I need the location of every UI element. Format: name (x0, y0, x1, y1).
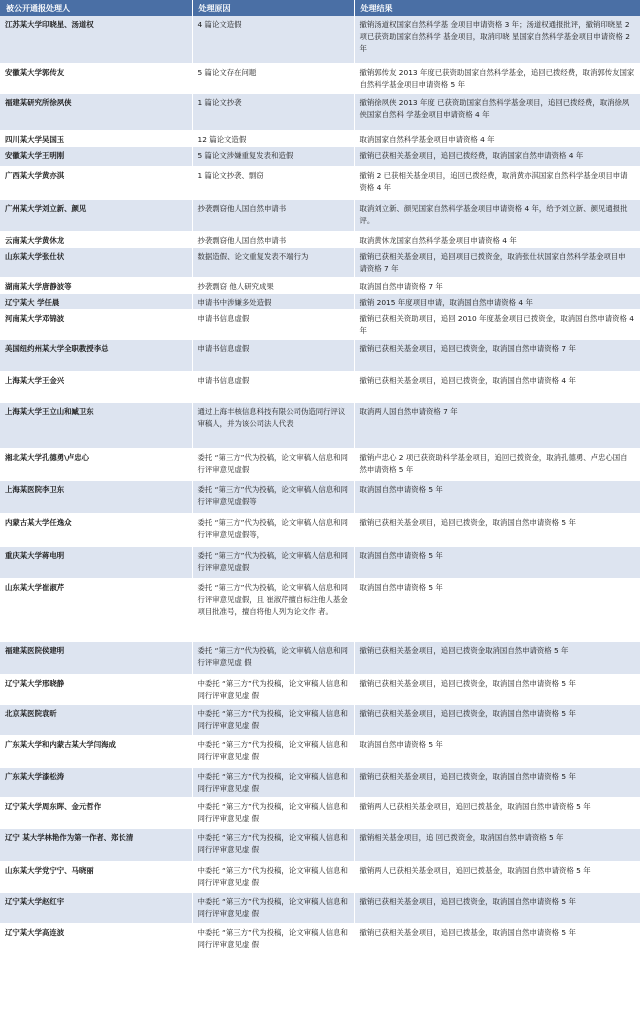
cell-reason: 委托 “第三方”代为投稿，论文审稿人信息和同行评审意见虚假 (192, 448, 354, 480)
cell-result: 撤销已获相关基金项目，追回已拨资金，取消国自然申请资格 5 年 (354, 513, 640, 546)
cell-reason: 12 篇论文造假 (192, 130, 354, 146)
cell-result: 撤销两人已获相关基金项目，追回已拨基金，取消国自然申请资格 5 年 (354, 797, 640, 828)
table-row (0, 674, 640, 704)
cell-reason: 中委托 “第三方”代为投稿，论文审稿人信息和同行评审意见虚 假 (192, 767, 354, 797)
table-row (0, 641, 640, 674)
cell-person: 福建某医院侯建明 (0, 641, 192, 674)
cell-result: 取消黄休龙国家自然科学基金项目申请资格 4 年 (354, 231, 640, 247)
cell-person: 北京某医院袁昕 (0, 704, 192, 735)
cell-person: 辽宁某大学赵红宇 (0, 892, 192, 923)
cell-reason: 1 篇论文抄袭 (192, 93, 354, 130)
table-body (0, 16, 640, 956)
cell-person: 辽宁某大学邢晓静 (0, 674, 192, 704)
cell-result: 撤销徐夙侠 2013 年度 已获资助国家自然科学基金项目，追回已拨经费，取消徐夙侠国家自然科 学基金项目申请资格 4 年 (354, 93, 640, 130)
cell-reason: 抄袭剽窃 他人研究成果 (192, 277, 354, 293)
cell-reason: 数据造假、论文重复发表不端行为 (192, 247, 354, 277)
cell-result: 取消国自然申请资格 5 年 (354, 546, 640, 578)
table-row (0, 199, 640, 231)
cell-reason: 中委托 “第三方”代为投稿，论文审稿人信息和同行评审意见虚 假 (192, 923, 354, 956)
cell-person: 湘北某大学孔德勇\卢忠心 (0, 448, 192, 480)
table-row (0, 797, 640, 828)
cell-reason: 中委托 “第三方”代为投稿，论文审稿人信息和同行评审意见虚 假 (192, 892, 354, 923)
cell-reason: 通过上海丰核信息科技有限公司伪造同行评议审稿人，并为该公司法人代表 (192, 402, 354, 448)
cell-person: 广西某大学黄亦淇 (0, 166, 192, 199)
table-row (0, 231, 640, 247)
table-row (0, 166, 640, 199)
cell-person: 山东某大学崔淑芹 (0, 578, 192, 641)
header-reason: 处理原因 (192, 0, 354, 16)
cell-person: 上海某医院李卫东 (0, 480, 192, 513)
cell-result: 撤销已获相关基金项目，追回已拨资金，取消国自然申请资格 4 年 (354, 371, 640, 402)
table-row (0, 130, 640, 146)
cell-person: 安徽某大学郭传友 (0, 63, 192, 93)
cell-reason: 中委托 “第三方”代为投稿，论文审稿人信息和同行评审意见虚 假 (192, 797, 354, 828)
cell-reason: 中委托 “第三方”代为投稿，论文审稿人信息和同行评审意见虚 假 (192, 704, 354, 735)
header-result: 处理结果 (354, 0, 640, 16)
cell-person: 福建某研究所徐夙侠 (0, 93, 192, 130)
table-row (0, 448, 640, 480)
cell-result: 撤销已获相关基金项目，追回已拨资金取消国自然申请资格 5 年 (354, 641, 640, 674)
cell-person: 辽宁 某大学林艳作为第一作者、郑长清 (0, 828, 192, 861)
cell-reason: 委托 “第三方”代为投稿，论文审稿人信息和同行评审意见虚假等， (192, 513, 354, 546)
cell-person: 上海某大学王金兴 (0, 371, 192, 402)
table-row (0, 93, 640, 130)
cell-person: 湖南某大学唐静波等 (0, 277, 192, 293)
cell-reason: 5 篇论文存在问题 (192, 63, 354, 93)
cell-reason: 申请书中涉嫌多处造假 (192, 293, 354, 309)
cell-result: 撤销已获相关资助项目，追回 2010 年度基金项目已拨资金，取消国自然申请资格 4 年 (354, 309, 640, 339)
cell-result: 取消两人国自然申请资格 7 年 (354, 402, 640, 448)
table-row (0, 16, 640, 63)
table-row (0, 513, 640, 546)
table-row (0, 146, 640, 166)
cell-result: 撤销已获相关基金项目，追回已拨资金，取消国自然申请资格 5 年 (354, 892, 640, 923)
table-row (0, 546, 640, 578)
table-row (0, 247, 640, 277)
cell-person: 广东某大学和内蒙古某大学闫海成 (0, 735, 192, 767)
cell-reason: 委托 “第三方”代为投稿，论文审稿人信息和同行评审意见虚假，且 崔淑芹擅自标注他人基金项目批准号，擅自将他人列为论文作 者。 (192, 578, 354, 641)
cell-result: 撤销相关基金项目，追 回已拨资金，取消国自然申请资格 5 年 (354, 828, 640, 861)
cell-person: 安徽某大学王明刚 (0, 146, 192, 166)
cell-reason: 4 篇论文造假 (192, 16, 354, 63)
cell-result: 撤销 2 已获相关基金项目，追回已拨经费，取消黄亦淇国家自然科学基金项目申请资格 4 年 (354, 166, 640, 199)
cell-person: 内蒙古某大学任逸众 (0, 513, 192, 546)
table-row (0, 767, 640, 797)
table-row (0, 63, 640, 93)
cell-person: 河南某大学邓锦波 (0, 309, 192, 339)
table-row (0, 735, 640, 767)
cell-person: 广东某大学漆松涛 (0, 767, 192, 797)
cell-person: 美国纽约州某大学全职教授李总 (0, 339, 192, 371)
cell-result: 取消国自然申请资格 5 年 (354, 480, 640, 513)
table-row (0, 704, 640, 735)
cell-reason: 1 篇论文抄袭、剽窃 (192, 166, 354, 199)
cell-reason: 抄袭剽窃他人国自然申请书 (192, 231, 354, 247)
cell-person: 辽宁某大学高连波 (0, 923, 192, 956)
cell-result: 撤销已获相关基金项目，追回已拨资金，取消国自然申请资格 5 年 (354, 704, 640, 735)
cell-reason: 申请书信息虚假 (192, 339, 354, 371)
table-row (0, 861, 640, 892)
cell-reason: 中委托 “第三方”代为投稿，论文审稿人信息和同行评审意见虚 假 (192, 861, 354, 892)
table-row (0, 402, 640, 448)
header-row (0, 0, 640, 16)
cell-result: 撤销已获相关基金项目，追回已拨经费，取消国家自然申请资格 4 年 (354, 146, 640, 166)
cell-result: 取消国自然申请资格 5 年 (354, 578, 640, 641)
cell-result: 撤销已获相关基金项目，追回已拨资金，取消国自然申请资格 5 年 (354, 674, 640, 704)
cell-person: 云南某大学黄休龙 (0, 231, 192, 247)
cell-result: 撤销 2015 年度项目申请，取消国自然申请资格 4 年 (354, 293, 640, 309)
cell-person: 广州某大学刘立新、颜见 (0, 199, 192, 231)
table-row (0, 892, 640, 923)
cell-reason: 中委托 “第三方”代为投稿，论文审稿人信息和同行评审意见虚 假 (192, 735, 354, 767)
cell-result: 撤销已获相关基金项目，追回已拨基金，取消国自然申请资格 5 年 (354, 923, 640, 956)
cell-person: 山东某大学党宁宁、马晓丽 (0, 861, 192, 892)
cell-reason: 委托 “第三方”代为投稿，论文审稿人信息和同行评审意见虚 假 (192, 641, 354, 674)
cell-reason: 抄袭剽窃他人国自然申请书 (192, 199, 354, 231)
cell-reason: 中委托 “第三方”代为投稿，论文审稿人信息和同行评审意见虚 假 (192, 674, 354, 704)
cell-person: 上海某大学王立山和臧卫东 (0, 402, 192, 448)
cell-person: 山东某大学张仕状 (0, 247, 192, 277)
header-person: 被公开通报处理人 (0, 0, 192, 16)
cell-result: 撤销郭传友 2013 年度已获资助国家自然科学基金，追回已拨经费，取消郭传友国家 自然科学基金项目申请资格 5 年 (354, 63, 640, 93)
cell-result: 撤销已获相关基金项目，追回已拨资金，取消国自然申请资格 7 年 (354, 339, 640, 371)
cell-reason: 申请书信息虚假 (192, 309, 354, 339)
table-row (0, 371, 640, 402)
cell-reason: 委托 “第三方”代为投稿，论文审稿人信息和同行评审意见虚假 (192, 546, 354, 578)
cell-person: 辽宁某大学周东晖、金元哲作 (0, 797, 192, 828)
cell-person: 重庆某大学蒋电明 (0, 546, 192, 578)
cell-person: 辽宁某大 学任晨 (0, 293, 192, 309)
cell-result: 撤销卢忠心 2 项已获资助科学基金项目，追回已拨资金，取消孔德勇、卢忠心国自然申请资格 5 年 (354, 448, 640, 480)
cell-reason: 申请书信息虚假 (192, 371, 354, 402)
cell-result: 撤销汤道权国家自然科学基 金项目申请资格 3 年；汤道权通报批评，撤销印晓星 2 项已获资助国家自然科学 基金项目，取消印晓 星国家自然科学基金项目申请资格 2 年 (354, 16, 640, 63)
table-row (0, 828, 640, 861)
table-row (0, 923, 640, 956)
cell-result: 取消国自然申请资格 7 年 (354, 277, 640, 293)
cell-reason: 中委托 “第三方”代为投稿，论文审稿人信息和同行评审意见虚 假 (192, 828, 354, 861)
cell-person: 江苏某大学印晓星、汤道权 (0, 16, 192, 63)
cell-result: 取消国自然申请资格 5 年 (354, 735, 640, 767)
cell-result: 撤销已获相关基金项目，追回已拨资金，取消国自然申请资格 5 年 (354, 767, 640, 797)
cell-result: 撤销两人已获相关基金项目，追回已拨基金，取消国自然申请资格 5 年 (354, 861, 640, 892)
cell-result: 取消刘立新、颜见国家自然科学基金项目申请资格 4 年，给予刘立新、颜见通报批评。 (354, 199, 640, 231)
cell-reason: 5 篇论文涉嫌重复发表和造假 (192, 146, 354, 166)
cell-person: 四川某大学吴国玉 (0, 130, 192, 146)
table-row (0, 578, 640, 641)
cell-result: 撤销已获相关基金项目，追回项目已拨资金，取消张仕状国家自然科学基金项目申 请资格 7 年 (354, 247, 640, 277)
table-row (0, 293, 640, 309)
table-row (0, 277, 640, 293)
cell-result: 取消国家自然科学基金项目申请资格 4 年 (354, 130, 640, 146)
table-row (0, 480, 640, 513)
table-row (0, 339, 640, 371)
cell-reason: 委托 “第三方”代为投稿，论文审稿人信息和同行评审意见虚假等 (192, 480, 354, 513)
table-row (0, 309, 640, 339)
